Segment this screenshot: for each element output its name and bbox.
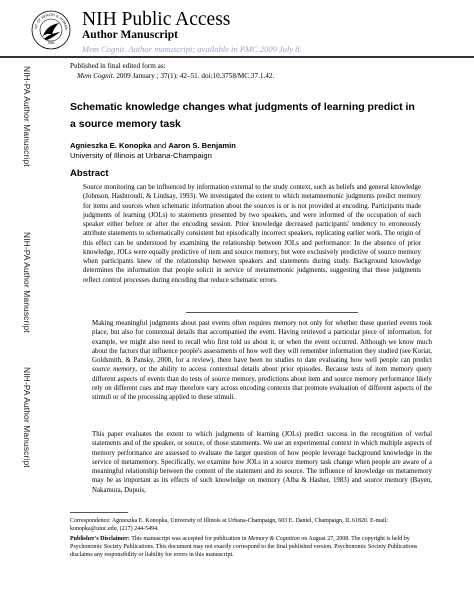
- disclaimer-text-b: on August 27, 2008. The copyright is held by Psychonomic Society Publications. This document may not exactly correspond to the final published version. Psychonomic Society Publications disclaims any responsibility or liability for errors in this manuscript.: [70, 536, 418, 558]
- author-1: Agnieszka E. Konopka: [70, 141, 152, 150]
- availability-watermark: Mem Cognit. Author manuscript; available in PMC 2009 July 8.: [82, 44, 302, 54]
- footnote-divider: [70, 512, 128, 513]
- nih-public-access-title: NIH Public Access: [82, 9, 231, 30]
- body-paragraph-1: [92, 319, 432, 402]
- para1-part-a: Making meaningful judgments about past events often requires memory not only for whether these queried events took place, but also for contextual details that accompanied the event. Having retrieved a particular piece of information, for example, we might also need to recall who first told us about it, or when the event occurred. Although we know much about the factors that influence people's assessments of how well they will remember information they studied (see Koriat, Goldsmith, & Pansky, 2000, for a review), there have been no studies to date evaluating how well people can predict: [92, 320, 432, 364]
- para1-part-b: , or the ability to access contextual details about prior episodes. Because tests of item memory query different aspects of events than do tests of source memory, predictions about item and source memory performance likely rely on different cues and may therefore vary across encoding contexts that promote evaluation of different aspects of the stimuli or of the processing applied to these stimuli.: [92, 366, 432, 401]
- paper-title: Schematic knowledge changes what judgments of learning predict in a source memory task: [70, 101, 415, 130]
- author-manuscript-subtitle: Author Manuscript: [82, 29, 178, 41]
- sidebar-label-middle: NIH-PA Author Manuscript: [22, 232, 32, 333]
- citation-journal: Mem Cognit: [77, 71, 113, 80]
- body-paragraph-2: This paper evaluates the extent to which judgments of learning (JOLs) predict success in the recognition of verbal statements and of the speaker, or source, of those statements. We use an experimental context in which multiple aspects of memory performance are assessed to evaluate the larger question of how people leverage background knowledge in the service of metamemory. Specifically, we examine how JOLs in a source memory task change when people are aware of a meaningful relationship between the content of the statement and its source. The influence of knowledge on metamemory may be as important as its effects of such knowledge on memory (Alba & Hasher, 1983) and source memory (Bayen, Nakamura, Dupuis,: [92, 431, 432, 494]
- disclaimer-text-a: This manuscript was accepted for publication in: [129, 536, 249, 543]
- author-joiner: and: [151, 141, 169, 150]
- disclaimer-label: Publisher's Disclaimer:: [70, 536, 130, 543]
- header-divider: [0, 56, 474, 58]
- svg-text:USA: USA: [47, 40, 55, 46]
- sidebar-label-top: NIH-PA Author Manuscript: [22, 66, 32, 167]
- svg-text:DEPARTMENT OF HEALTH & HUMAN S: NT OF HEALTH & HUMAN: [34, 12, 69, 30]
- author-names: [70, 141, 430, 151]
- author-block: [70, 141, 430, 161]
- publication-info: [70, 62, 430, 81]
- correspondence-note: Correspondence: Agnieszka E. Konopka, University of Illinois at Urbana-Champaign, 603 E. Daniel, Champaign, IL 61820. E-mail: konopka@uiuc.edu, (217) 244-5494.: [70, 518, 389, 532]
- publisher-disclaimer: [70, 536, 432, 559]
- sidebar-label-bottom: NIH-PA Author Manuscript: [22, 367, 32, 468]
- citation-line: [70, 72, 430, 82]
- hhs-seal-logo: [31, 8, 71, 52]
- disclaimer-journal: Memory & Cognition: [248, 536, 300, 543]
- published-in-line: Published in final edited form as:: [70, 62, 166, 70]
- affiliation: University of Illinois at Urbana-Champaign: [70, 151, 212, 160]
- abstract-heading: Abstract: [70, 168, 109, 179]
- para1-italic-term: source memory: [92, 366, 136, 374]
- abstract-text: Source monitoring can be influenced by information external to the study context, such as beliefs and general knowledge (Johnson, Hashtroudi, & Lindsay, 1993). We investigated the extent to which metamnemonic judgments predict memory for items and sources when schematic information about the sources is or is not provided at encoding. Participants made judgments of learning (JOLs) to statements presented by two speakers, and were informed of the occupation of each speaker either before or after the encoding session. Prior knowledge decreased participants' tendency to erroneously attribute statements to schematically consistent but episodically incorrect speakers, replicating earlier work. The origin of this effect can be understood by examining the relationship between JOLs and performance: In the absence of prior knowledge, JOLs were equally predictive of item and source memory, but were exclusively predictive of source memory when participants knew of the relationship between speakers and statements during study. Background knowledge determines the information that people solicit in service of metamemonic judgments, suggesting that these judgments reflect control processes during encoding that reduce schematic errors.: [83, 184, 421, 284]
- footnotes: [70, 518, 432, 563]
- author-2: Aaron S. Benjamin: [168, 141, 236, 150]
- citation-details: . 2009 January ; 37(1): 42–51. doi:10.3758/MC.37.1.42.: [112, 71, 275, 80]
- section-divider: [186, 312, 358, 313]
